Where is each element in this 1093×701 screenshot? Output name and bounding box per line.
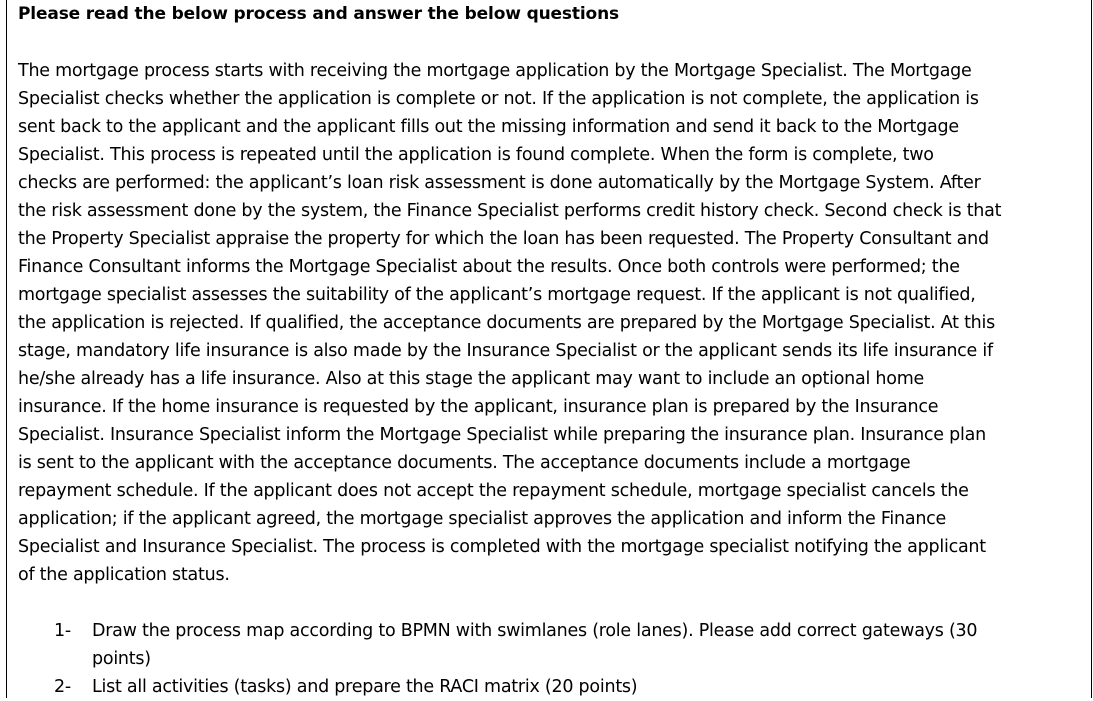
question-text-line: Draw the process map according to BPMN with swimlanes (role lanes). Please add correct gateways (30 [92, 621, 978, 641]
question-text-line: points) [92, 649, 151, 669]
question-number: 2- [54, 677, 71, 697]
paragraph-line: The mortgage process starts with receiving the mortgage application by the Mortgage Specialist. The Mortgage [18, 61, 972, 81]
paragraph-line: Specialist. Insurance Specialist inform the Mortgage Specialist while preparing the insurance plan. Insurance plan [18, 425, 986, 445]
paragraph-line: the risk assessment done by the system, the Finance Specialist performs credit history check. Second check is that [18, 201, 1002, 221]
paragraph-line: the Property Specialist appraise the property for which the loan has been requested. The Property Consultant and [18, 229, 989, 249]
paragraph-line: Specialist. This process is repeated until the application is found complete. When the form is complete, two [18, 145, 934, 165]
paragraph-line: application; if the applicant agreed, the mortgage specialist approves the application and inform the Finance [18, 509, 947, 529]
paragraph-line: Finance Consultant informs the Mortgage Specialist about the results. Once both controls were performed; the [18, 257, 960, 277]
paragraph-line: stage, mandatory life insurance is also made by the Insurance Specialist or the applicant sends its life insurance if [18, 341, 993, 361]
paragraph-line: checks are performed: the applicant’s loan risk assessment is done automatically by the Mortgage System. After [18, 173, 981, 193]
question-text-line: List all activities (tasks) and prepare the RACI matrix (20 points) [92, 677, 638, 697]
paragraph-line: insurance. If the home insurance is requested by the applicant, insurance plan is prepared by the Insurance [18, 397, 939, 417]
paragraph-line: Specialist checks whether the application is complete or not. If the application is not complete, the application is [18, 89, 979, 109]
question-item-2 [54, 673, 1084, 701]
paragraph-line: he/she already has a life insurance. Also at this stage the applicant may want to include an optional home [18, 369, 925, 389]
paragraph-line: sent back to the applicant and the applicant fills out the missing information and send it back to the Mortgage [18, 117, 959, 137]
question-number: 1- [54, 621, 71, 641]
paragraph-line: of the application status. [18, 565, 230, 585]
paragraph-line: repayment schedule. If the applicant does not accept the repayment schedule, mortgage specialist cancels the [18, 481, 969, 501]
paragraph-line: is sent to the applicant with the acceptance documents. The acceptance documents include a mortgage [18, 453, 911, 473]
document-heading: Please read the below process and answer the below questions [18, 4, 619, 24]
question-item-1 [54, 617, 1084, 673]
paragraph-line: the application is rejected. If qualified, the acceptance documents are prepared by the Mortgage Specialist. At this [18, 313, 996, 333]
paragraph-line: mortgage specialist assesses the suitability of the applicant’s mortgage request. If the applicant is not qualified, [18, 285, 976, 305]
process-description [18, 57, 1088, 589]
question-list [54, 617, 1084, 701]
paragraph-line: Specialist and Insurance Specialist. The process is completed with the mortgage specialist notifying the applicant [18, 537, 986, 557]
